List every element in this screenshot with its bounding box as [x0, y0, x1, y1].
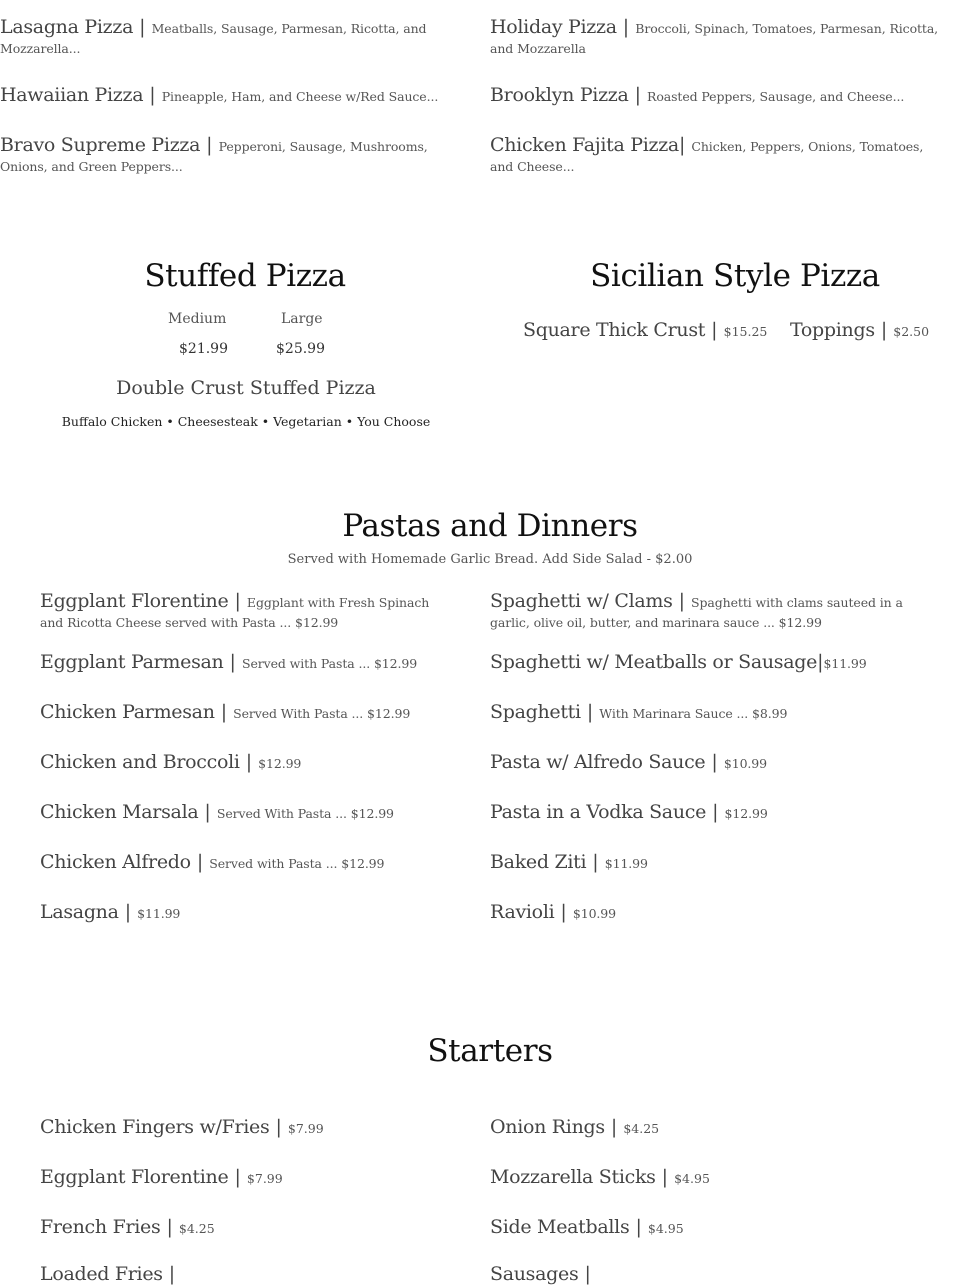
menu-item: Lasagna | $11.99 [40, 901, 181, 923]
item-price: $4.25 [178, 1221, 215, 1236]
item-description: $11.99 [604, 856, 648, 871]
item-price: $4.95 [647, 1221, 684, 1236]
menu-item: Chicken Marsala | Served With Pasta ... $12.99 [40, 801, 394, 823]
item-name: Spaghetti w/ Clams [490, 590, 673, 612]
item-name: Bravo Supreme Pizza [0, 134, 201, 156]
item-name: Pasta in a Vodka Sauce [490, 801, 707, 823]
item-description: Spaghetti with clams sauteed in a garlic, olive oil, butter, and marinara sauce ... $12.99 [490, 595, 903, 630]
item-description: Meatballs, Sausage, Parmesan, Ricotta, and Mozzarella... [0, 21, 427, 56]
item-description: Pineapple, Ham, and Cheese w/Red Sauce... [161, 89, 439, 104]
item-name: Loaded Fries [40, 1263, 163, 1285]
item-price: $7.99 [287, 1121, 324, 1136]
item-name: Side Meatballs [490, 1216, 630, 1238]
menu-item: Spaghetti w/ Clams | Spaghetti with clams sauteed in a garlic, olive oil, butter, and marinara sauce ... $12.99 [490, 590, 903, 630]
item-description: $10.99 [723, 756, 768, 771]
menu-item: Chicken Parmesan | Served With Pasta ... $12.99 [40, 701, 411, 723]
item-description: Pepperoni, Sausage, Mushrooms, Onions, and Green Peppers... [0, 139, 428, 174]
price-medium: $21.99 [179, 341, 228, 357]
item-name: Lasagna Pizza [0, 16, 134, 38]
item-name: Square Thick Crust [523, 319, 706, 341]
item-name: Eggplant Florentine [40, 590, 229, 612]
item-name: Hawaiian Pizza [0, 84, 144, 106]
menu-item: Onion Rings | $4.25 [490, 1116, 660, 1138]
item-name: Pasta w/ Alfredo Sauce [490, 751, 706, 773]
item-description: Served with Pasta ... $12.99 [241, 656, 418, 671]
item-name: Chicken Fingers w/Fries [40, 1116, 270, 1138]
menu-item: French Fries | $4.25 [40, 1216, 215, 1238]
item-description: Eggplant with Fresh Spinach and Ricotta Cheese served with Pasta ... $12.99 [40, 595, 430, 630]
size-label-medium: Medium [168, 311, 227, 327]
section-subtitle: Served with Homemade Garlic Bread. Add Side Salad - $2.00 [287, 552, 693, 567]
item-description: Served With Pasta ... $12.99 [216, 806, 394, 821]
price-large: $25.99 [276, 341, 325, 357]
stuffed-varieties: Buffalo Chicken • Cheesesteak • Vegetarian • You Choose [61, 414, 431, 429]
item-name: French Fries [40, 1216, 161, 1238]
size-label-large: Large [281, 311, 323, 327]
item-name: Chicken and Broccoli [40, 751, 240, 773]
menu-item: Eggplant Parmesan | Served with Pasta ... $12.99 [40, 651, 418, 673]
item-price: $4.95 [674, 1171, 710, 1186]
item-name: Onion Rings [490, 1116, 605, 1138]
section-title-stuffed: Stuffed Pizza [144, 258, 346, 294]
item-price: $2.50 [893, 324, 930, 339]
item-name: Brooklyn Pizza [490, 84, 629, 106]
item-name: Spaghetti [490, 701, 581, 723]
item-description: $11.99 [823, 656, 867, 671]
section-title-pastas: Pastas and Dinners [342, 508, 638, 544]
menu-item: Baked Ziti | $11.99 [490, 851, 648, 873]
item-description: With Marinara Sauce ... $8.99 [599, 706, 788, 721]
item-name: Lasagna [40, 901, 119, 923]
item-name: Chicken Parmesan [40, 701, 215, 723]
item-name: Chicken Alfredo [40, 851, 191, 873]
menu-item: Eggplant Florentine | $7.99 [40, 1166, 283, 1188]
menu-item: Chicken Fajita Pizza| Chicken, Peppers, Onions, Tomatoes, and Cheese... [490, 134, 924, 174]
menu-item: Sausages | [490, 1263, 591, 1285]
item-name: Holiday Pizza [490, 16, 617, 38]
section-title-starters: Starters [427, 1033, 553, 1069]
item-name: Mozzarella Sticks [490, 1166, 656, 1188]
menu-item: Toppings | $2.50 [790, 319, 930, 341]
menu-item: Hawaiian Pizza | Pineapple, Ham, and Cheese w/Red Sauce... [0, 84, 439, 106]
item-name: Sausages [490, 1263, 579, 1285]
item-name: Toppings [790, 319, 875, 341]
item-description: Broccoli, Spinach, Tomatoes, Parmesan, Ricotta, and Mozzarella [490, 21, 939, 56]
item-name: Eggplant Parmesan [40, 651, 224, 673]
menu-item: Ravioli | $10.99 [490, 901, 616, 923]
item-price: $4.25 [623, 1121, 660, 1136]
menu-item: Chicken and Broccoli | $12.99 [40, 751, 302, 773]
menu-item: Spaghetti | With Marinara Sauce ... $8.99 [490, 701, 788, 723]
item-price: $7.99 [246, 1171, 283, 1186]
menu-item: Mozzarella Sticks | $4.95 [490, 1166, 710, 1188]
menu-item: Holiday Pizza | Broccoli, Spinach, Tomatoes, Parmesan, Ricotta, and Mozzarella [490, 16, 939, 56]
menu-item: Bravo Supreme Pizza | Pepperoni, Sausage, Mushrooms, Onions, and Green Peppers... [0, 134, 428, 174]
menu-item: Chicken Fingers w/Fries | $7.99 [40, 1116, 324, 1138]
item-description: $12.99 [724, 806, 768, 821]
menu-item: Lasagna Pizza | Meatballs, Sausage, Parmesan, Ricotta, and Mozzarella... [0, 16, 427, 56]
item-name: Chicken Marsala [40, 801, 199, 823]
menu-item: Brooklyn Pizza | Roasted Peppers, Sausage, and Cheese... [490, 84, 905, 106]
menu-item: Eggplant Florentine | Eggplant with Fresh Spinach and Ricotta Cheese served with Pasta ... $12.99 [40, 590, 430, 630]
item-description: Served with Pasta ... $12.99 [209, 856, 385, 871]
item-description: Chicken, Peppers, Onions, Tomatoes, and Cheese... [490, 139, 924, 174]
item-name: Ravioli [490, 901, 555, 923]
menu-item: Loaded Fries | [40, 1263, 176, 1285]
item-description: $12.99 [258, 756, 302, 771]
double-crust-title: Double Crust Stuffed Pizza [116, 377, 376, 399]
item-description: $11.99 [137, 906, 181, 921]
item-description: $10.99 [572, 906, 616, 921]
menu-item: Spaghetti w/ Meatballs or Sausage|$11.99 [490, 651, 867, 673]
item-name: Spaghetti w/ Meatballs or Sausage [490, 651, 818, 673]
menu-item: Square Thick Crust | $15.25 [523, 319, 768, 341]
item-description: Served With Pasta ... $12.99 [233, 706, 411, 721]
item-name: Chicken Fajita Pizza [490, 134, 679, 156]
menu-item: Side Meatballs | $4.95 [490, 1216, 684, 1238]
menu-item: Pasta w/ Alfredo Sauce | $10.99 [490, 751, 768, 773]
item-name: Eggplant Florentine [40, 1166, 229, 1188]
item-price: $15.25 [723, 324, 768, 339]
item-description: Roasted Peppers, Sausage, and Cheese... [647, 89, 905, 104]
section-title-sicilian: Sicilian Style Pizza [590, 258, 880, 294]
item-name: Baked Ziti [490, 851, 587, 873]
menu-item: Chicken Alfredo | Served with Pasta ... $12.99 [40, 851, 385, 873]
menu-item: Pasta in a Vodka Sauce | $12.99 [490, 801, 768, 823]
